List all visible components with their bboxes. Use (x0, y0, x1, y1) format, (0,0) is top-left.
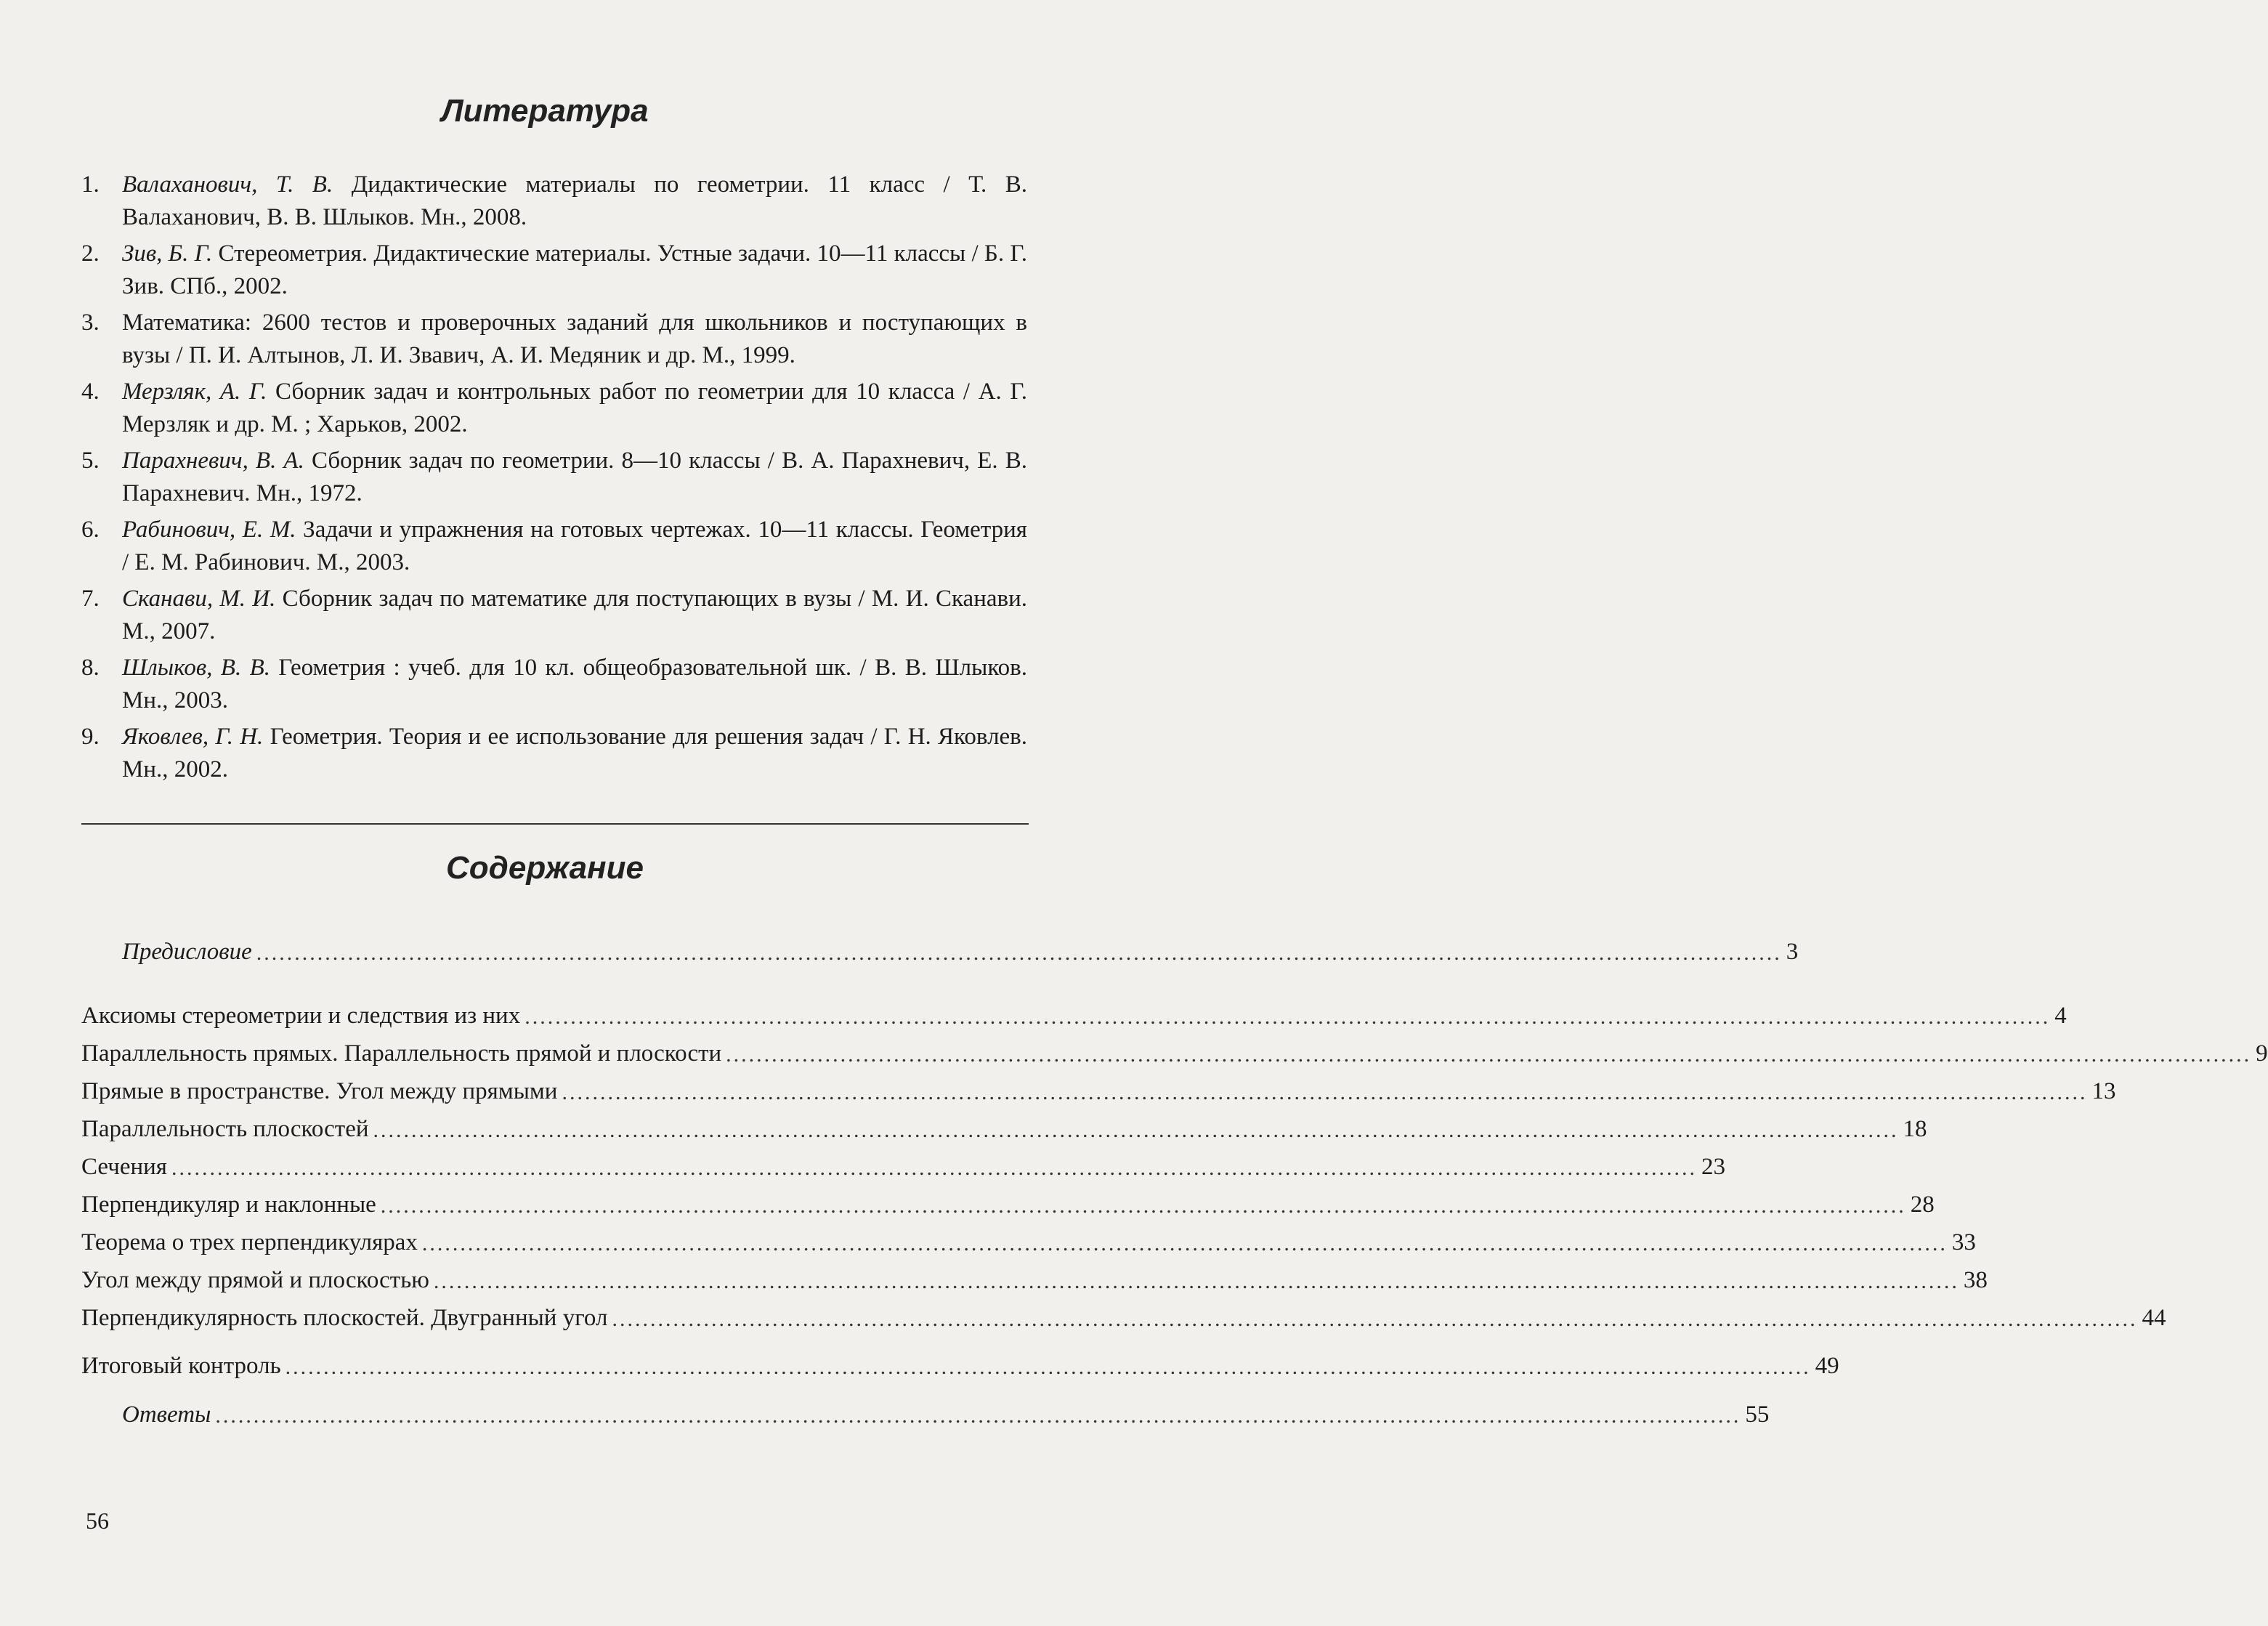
reference-item: 5. Парахневич, В. А. Сборник задач по геометрии. 8—10 классы / В. А. Парахневич, Е. В. Парахневич. Мн., 1972. (81, 448, 1027, 506)
toc-entry: Аксиомы стереометрии и следствия из них ........................................................................................................................................................................................................ 4 (81, 1003, 2067, 1029)
toc-entry: Перпендикуляр и наклонные ........................................................................................................................................................................................................ 28 (81, 1192, 1935, 1218)
leader-dots: ........................................................................................................................................................................................................ (612, 1307, 2138, 1331)
toc-entry: Предисловие ........................................................................................................................................................................................................ 3 (122, 939, 1799, 965)
toc-entry: Параллельность прямых. Параллельность прямой и плоскости ........................................................................................................................................................................................................ 9 (81, 1040, 2268, 1067)
toc-entry: Прямые в пространстве. Угол между прямыми ........................................................................................................................................................................................................ 13 (81, 1078, 2116, 1104)
toc-entry: Ответы ........................................................................................................................................................................................................ 55 (122, 1401, 1770, 1428)
reference-item: 8. Шлыков, В. В. Геометрия : учеб. для 10 кл. общеобразовательной шк. / В. В. Шлыков. Мн., 2003. (81, 655, 1028, 713)
toc-entry: Угол между прямой и плоскостью ........................................................................................................................................................................................................ 38 (81, 1267, 1988, 1293)
reference-item: 4. Мерзляк, А. Г. Сборник задач и контрольных работ по геометрии для 10 класса / А. Г. Мерзляк и др. М. ; Харьков, 2002. (81, 379, 1028, 437)
toc-entry: Параллельность плоскостей ........................................................................................................................................................................................................ 18 (81, 1116, 1927, 1142)
leader-dots: ........................................................................................................................................................................................................ (726, 1043, 2252, 1067)
contents-heading: Содержание (446, 850, 644, 886)
reference-list (81, 169, 1027, 790)
page-number: 56 (86, 1508, 109, 1534)
leader-dots: ........................................................................................................................................................................................................ (373, 1118, 1899, 1142)
toc-entry: Перпендикулярность плоскостей. Двугранный угол ........................................................................................................................................................................................................ 44 (81, 1305, 2166, 1331)
leader-dots: ........................................................................................................................................................................................................ (171, 1156, 1697, 1180)
leader-dots: ........................................................................................................................................................................................................ (380, 1194, 1906, 1218)
leader-dots: ........................................................................................................................................................................................................ (256, 941, 1782, 965)
leader-dots: ........................................................................................................................................................................................................ (215, 1404, 1741, 1428)
reference-item: 3. Математика: 2600 тестов и проверочных заданий для школьников и поступающих в вузы / П. И. Алтынов, Л. И. Звавич, А. И. Медяник и др. М., 1999. (81, 310, 1027, 368)
literature-heading: Литература (441, 93, 649, 129)
reference-item: 9. Яковлев, Г. Н. Геометрия. Теория и ее использование для решения задач / Г. Н. Яковлев. Мн., 2002. (81, 724, 1028, 782)
leader-dots: ........................................................................................................................................................................................................ (562, 1080, 2088, 1104)
reference-item: 7. Сканави, М. И. Сборник задач по математике для поступающих в вузы / М. И. Сканави. М., 2007. (81, 586, 1027, 644)
toc-entry: Теорема о трех перпендикулярах ........................................................................................................................................................................................................ 33 (81, 1229, 1976, 1255)
leader-dots: ........................................................................................................................................................................................................ (433, 1269, 1959, 1293)
toc-entry: Итоговый контроль ........................................................................................................................................................................................................ 49 (81, 1353, 1839, 1379)
leader-dots: ........................................................................................................................................................................................................ (285, 1355, 1811, 1379)
leader-dots: ........................................................................................................................................................................................................ (525, 1005, 2051, 1029)
toc-entry: Сечения ........................................................................................................................................................................................................ 23 (81, 1154, 1725, 1180)
leader-dots: ........................................................................................................................................................................................................ (421, 1231, 1948, 1255)
reference-item: 1. Валаханович, Т. В. Дидактические материалы по геометрии. 11 класс / Т. В. Валаханович, В. В. Шлыков. Мн., 2008. (81, 171, 1027, 230)
reference-item: 2. Зив, Б. Г. Стереометрия. Дидактические материалы. Устные задачи. 10—11 классы / Б. Г. Зив. СПб., 2002. (81, 240, 1028, 299)
section-divider (81, 823, 1029, 825)
reference-item: 6. Рабинович, Е. М. Задачи и упражнения на готовых чертежах. 10—11 классы. Геометрия / Е. М. Рабинович. М., 2003. (81, 517, 1027, 575)
